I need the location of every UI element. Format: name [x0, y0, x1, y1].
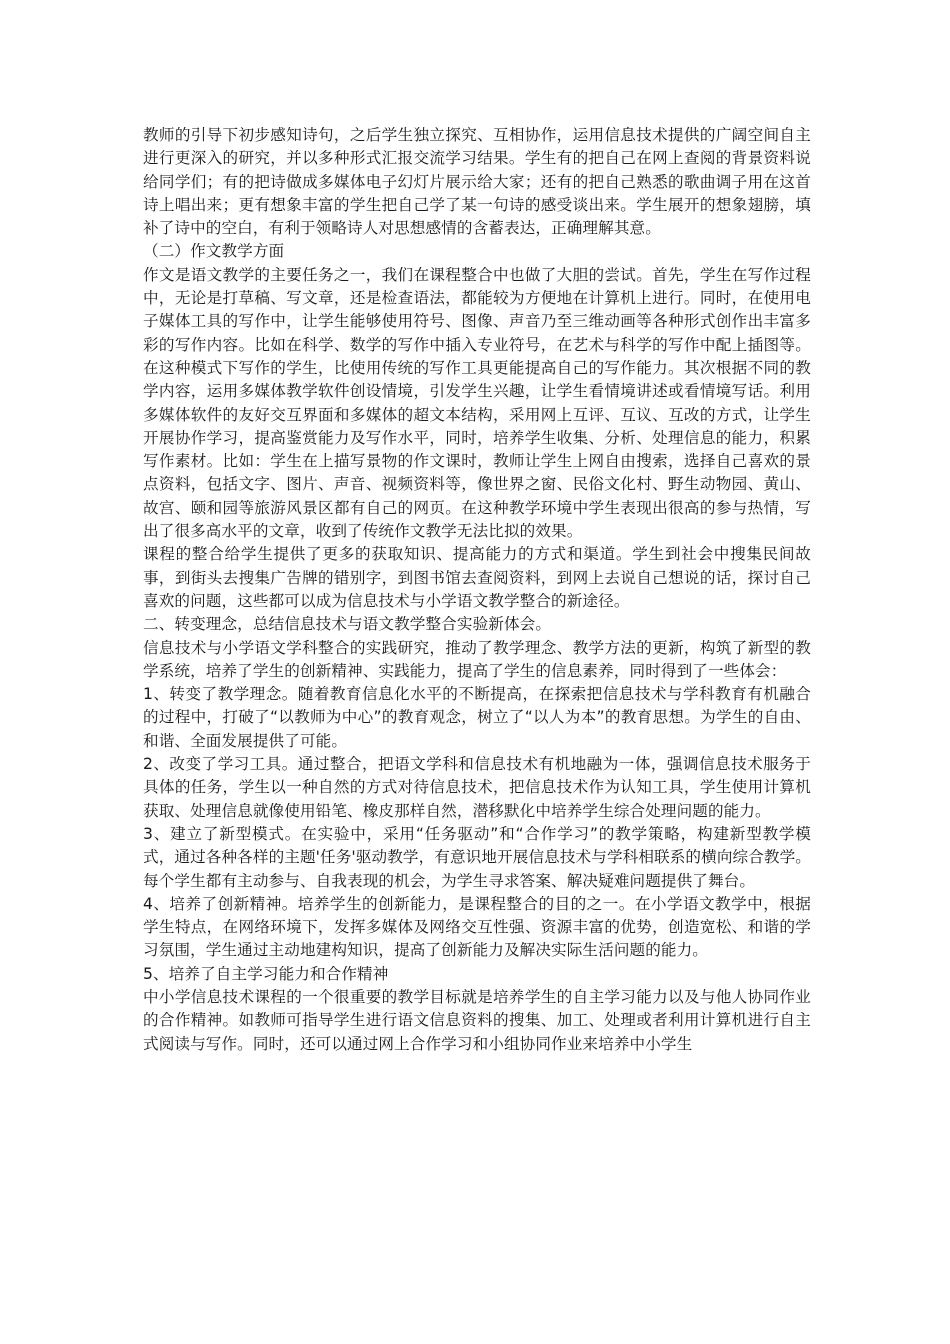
heading-section-two: 二、转变理念，总结信息技术与语文教学整合实验新体会。: [143, 615, 552, 634]
list-item-3: 3、建立了新型模式。在实验中，采用“任务驱动”和“合作学习”的教学策略，构建新型教学模式，通过各种各样的主题'任务'驱动教学，有意识地开展信息技术与学科相联系的横向综合教学。每个学生都有主动参与、自我表现的机会，为学生寻求答案、解决疑难问题提供了舞台。: [143, 824, 811, 890]
paragraph-practice-research: 信息技术与小学语文学科整合的实践研究，推动了教学理念、教学方法的更新，构筑了新型的教学系统，培养了学生的创新精神、实践能力，提高了学生的信息素养，同时得到了一些体会：: [143, 638, 811, 680]
list-item-2: 2、改变了学习工具。通过整合，把语文学科和信息技术有机地融为一体，强调信息技术服务于具体的任务，学生以一种自然的方式对待信息技术，把信息技术作为认知工具，学生使用计算机获取、处理信息就像使用铅笔、橡皮那样自然，潜移默化中培养学生综合处理问题的能力。: [143, 755, 811, 820]
document-body: [143, 124, 811, 1056]
list-item-4: 4、培养了创新精神。培养学生的创新能力，是课程整合的目的之一。在小学语文教学中，根据学生特点，在网络环境下，发挥多媒体及网络交互性强、资源丰富的优势，创造宽松、和谐的学习氛围，学生通过主动地建构知识，提高了创新能力及解决实际生活问题的能力。: [143, 894, 811, 960]
paragraph-poem-discussion: 教师的引导下初步感知诗句，之后学生独立探究、互相协作，运用信息技术提供的广阔空间自主进行更深入的研究，并以多种形式汇报交流学习结果。学生有的把自己在网上查阅的背景资料说给同学们；有的把诗做成多媒体电子幻灯片展示给大家；还有的把自己熟悉的歌曲调子用在这首诗上唱出来；更有想象丰富的学生把自己学了某一句诗的感受谈出来。学生展开的想象翅膀，填补了诗中的空白，有利于领略诗人对思想感情的含蓄表达，正确理解其意。: [143, 126, 811, 238]
list-item-1: 1、转变了教学理念。随着教育信息化水平的不断提高，在探索把信息技术与学科教育有机融合的过程中，打破了“以教师为中心”的教育观念，树立了“以人为本”的教育思想。为学生的自由、和谐、全面发展提供了可能。: [143, 685, 811, 750]
paragraph-self-learning: 中小学信息技术课程的一个很重要的教学目标就是培养学生的自主学习能力以及与他人协同作业的合作精神。如教师可指导学生进行语文信息资料的搜集、加工、处理或者利用计算机进行自主式阅读与写作。同时，还可以通过网上合作学习和小组协同作业来培养中小学生: [143, 987, 811, 1053]
paragraph-composition-teaching: 作文是语文教学的主要任务之一，我们在课程整合中也做了大胆的尝试。首先，学生在写作过程中，无论是打草稿、写文章，还是检查语法，都能较为方便地在计算机上进行。同时，在使用电子媒体工具的写作中，让学生能够使用符号、图像、声音乃至三维动画等各种形式创作出丰富多彩的写作内容。比如在科学、数学的写作中插入专业符号，在艺术与科学的写作中配上插图等。在这种模式下写作的学生，比使用传统的写作工具更能提高自己的写作能力。其次根据不同的教学内容，运用多媒体教学软件创设情境，引发学生兴趣，让学生看情境讲述或看情境写话。利用多媒体软件的友好交互界面和多媒体的超文本结构，采用网上互评、互议、互改的方式，让学生开展协作学习，提高鉴赏能力及写作水平，同时，培养学生收集、分析、处理信息的能力，积累写作素材。比如：学生在上描写景物的作文课时，教师让学生上网自由搜索，选择自己喜欢的景点资料，包括文字、图片、声音、视频资料等，像世界之窗、民俗文化村、野生动物园、黄山、故宫、颐和园等旅游风景区都有自己的网页。在这种教学环境中学生表现出很高的参与热情，写出了很多高水平的文章，收到了传统作文教学无法比拟的效果。: [143, 265, 811, 541]
list-item-5-heading: 5、培养了自主学习能力和合作精神: [143, 964, 389, 983]
paragraph-integration-channels: 课程的整合给学生提供了更多的获取知识、提高能力的方式和渠道。学生到社会中搜集民间故事，到街头去搜集广告牌的错别字，到图书馆去查阅资料，到网上去说自己想说的话，探讨自己喜欢的问题，这些都可以成为信息技术与小学语文教学整合的新途径。: [143, 545, 811, 610]
heading-composition-teaching: （二）作文教学方面: [143, 242, 285, 261]
